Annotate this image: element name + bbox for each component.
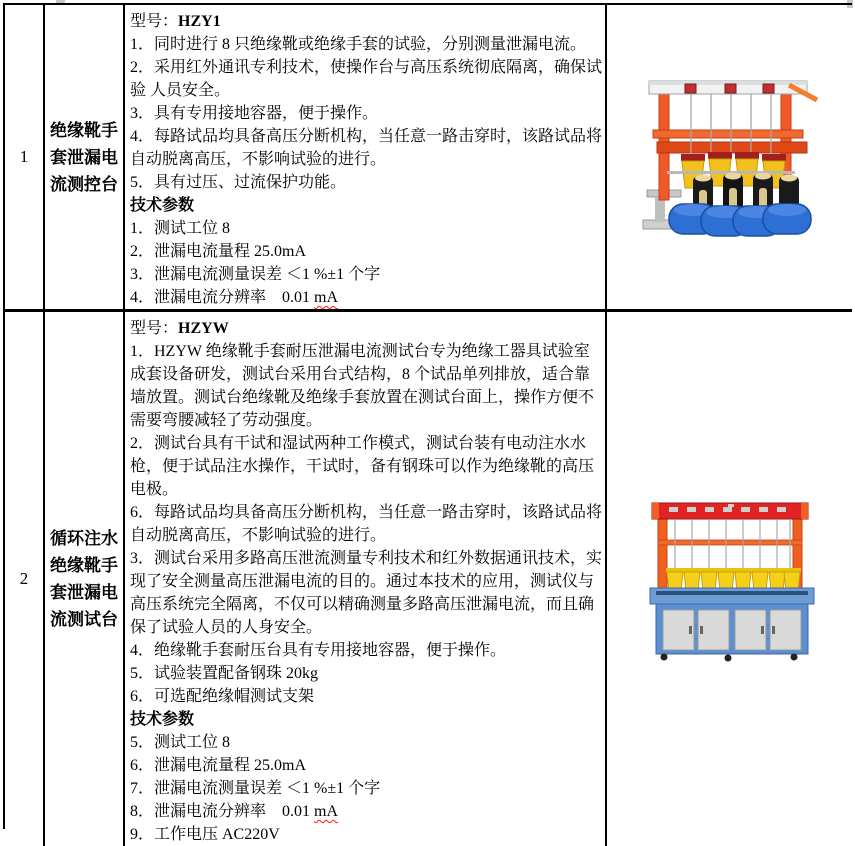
description-line: 8．泄漏电流分辨率 0.01 mA [130,803,339,820]
product-photo-cell [607,5,852,309]
bench-top [650,588,814,604]
description-line: 4．绝缘靴手套耐压台具有专用接地容器，便于操作。 [130,642,507,659]
red-beam [652,503,808,519]
description-line: 2．采用红外通讯专利技术，使操作台与高压系统彻底隔离，确保试验 人员安全。 [130,59,603,99]
description-line: 6．每路试品均具备高压分断机构，当任意一路击穿时，该路试品将自动脱离高压，不影响试验的进行。 [130,504,603,544]
table-row [5,312,852,846]
description-line: 4．每路试品均具备高压分断机构，当任意一路击穿时，该路试品将自动脱离高压，不影响试验的进行。 [130,128,603,168]
product-photo-cell [607,312,852,846]
description-line: 9．工作电压 AC220V [130,826,280,843]
product-description [125,5,607,309]
description-line: 1．同时进行 8 只绝缘靴或绝缘手套的试验，分别测量泄漏电流。 [130,36,587,53]
product-table [3,3,852,843]
description-line: 技术参数 [130,197,195,214]
hanging-wires [675,519,790,574]
product-name: 绝缘靴手套泄漏电流测控台 [45,5,125,309]
description-line: 7．泄漏电流测量误差 ＜1 %±1 个字 [130,780,381,797]
description-line: 技术参数 [130,711,195,728]
row-number: 1 [5,5,45,309]
table-row [5,5,852,312]
product-name: 循环注水绝缘靴手套泄漏电流测试台 [45,312,125,846]
description-line: 2．测试台具有干试和湿试两种工作模式，测试台装有电动注水水枪，便于试品注水操作，干试时，备有钢珠可以作为绝缘靴的高压电极。 [130,435,595,498]
cabinet [656,604,808,654]
description-line: 2．泄漏电流量程 25.0mA [130,243,307,260]
description-line: 6．泄漏电流量程 25.0mA [130,757,307,774]
description-line: 型号：HZY1 [130,13,221,30]
product-photo-bench [642,498,818,660]
description-line: 5．具有过压、过流保护功能。 [130,174,347,191]
description-line: 5．测试工位 8 [130,734,231,751]
description-line: 1．测试工位 8 [130,220,231,237]
description-line: 3．具有专用接地容器，便于操作。 [130,105,379,122]
product-description [125,312,607,846]
description-line: 3．测试台采用多路高压泄流测量专利技术和红外数据通讯技术，实现了安全测量高压泄漏电流的目的。通过本技术的应用，测试仪与高压系统完全隔离，不仅可以精确测量多路高压泄漏电流，而且确保了试验人员的人身安全。 [130,550,603,636]
description-line: 6．可选配绝缘帽测试支架 [130,688,315,705]
description-line: 3．泄漏电流测量误差 ＜1 %±1 个字 [130,266,381,283]
description-line: 型号：HZYW [130,320,229,337]
blue-basins [669,204,811,236]
description-line: 5．试验装置配备钢珠 20kg [130,665,319,682]
description-line: 1．HZYW 绝缘靴手套耐压泄漏电流测试台专为绝缘工器具试验室成套设备研发，测试台采用台式结构，8 个试品单列排放，适合靠墙放置。测试台绝缘靴及绝缘手套放置在测试台面上，操作方便不需要弯腰减轻了劳动强度。 [130,343,595,429]
row-number: 2 [5,312,45,846]
product-photo-rack [641,72,819,242]
top-board [649,81,807,94]
description-line: 4．泄漏电流分辨率 0.01 mA [130,289,339,306]
